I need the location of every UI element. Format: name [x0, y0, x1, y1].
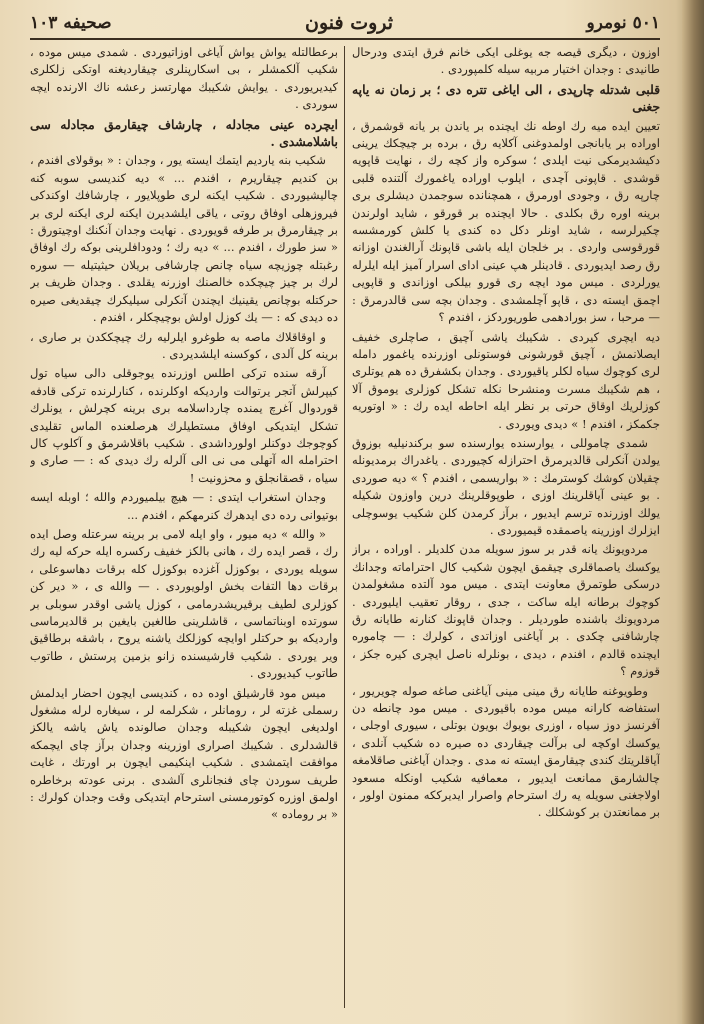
paragraph: و اوقاقلاك ماصه به طوغرو ايلرليه رك چيچككدن بر صارى ، برينه كل آلدى ، كوكسنه ايلشديردى .	[30, 329, 338, 361]
paragraph: ايچرده عينى مجادله ، چارشاف چيقارمق مجادله سى باشلامشدى .	[30, 116, 338, 150]
paragraph: اوزون ، ديگرى قيصه جه يوغلى ايكى خانم فرق ايتدى ودرحال طانيدى : وجدان اختيار مربيه سيله كلمپوردى .	[352, 45, 660, 77]
paragraph: ديه ايچرى كيردى . شكيبك ياشى آچيق ، صاچلرى خفيف ايصلانمش ، آچيق قورشونى فوستونلى اوزرنده ياغمور دامله لرى كوچوك سياه لكلر ياقيوردى . وجدان بكشفرق ده هم يوتلرى ، هم شكيبك مسرت ومنشرحا نكله تشكل كوزلرى يوموق آلا كوزلريك اوقاق حرتى بر نظر ايله احاطه ايده رك : « اوتوريه جكمكز ، افندم ! » ديدى ويوردى .	[352, 329, 660, 431]
paragraph: برعطالتله يواش يواش آياغى اوزاتيوردى . شمدى ميس موده ، شكيب آلكمشلر ، بى اسكارپنلرى چيقارديغنه اوتكى زلكلرى كيديريوردى . يوايش شكيبك مهارتسز رعشه ناك الارنده ايچه سوردى .	[30, 45, 338, 112]
paragraph: مردويونك يانه قدر بر سوز سويله مدن كلديلر . اوراده ، براز يوكسك ياصماقلرى چيقمق ايچون شكيب كال احتراماته وجدانك درسكى طوتمرق معاونت ايتدى . ميس مود آلتده مشغولمدن كوچوك برطانه ايله ساكت ، جدى ، روقار تعقيب ايليوردى . مردويونك باشنده طورديلر . وجدان قاپونك كنارنه طايانه رق چارشافنى چكدى . بر آياغنى اوزاتدى ، كولرك : — چاموره ايچنده قالدم ، افندم ، ديدى ، بونلرله ناصل ايچرى كيره جكز ، قوزوم ؟	[352, 542, 660, 679]
paragraph: قلبى شدتله چارپدى ، الى اياغى تتره دى ؛ بر زمان نه ياپه جغنى	[352, 81, 660, 115]
paragraph: شكيب بنه يارديم ايتمك ايسته يور ، وجدان : « بوقولاى افندم ، بن كنديم چيقاريرم ، افندم ... » ديه كنديسى سوبه كنه چاليشيوردى . شكيب ايكنه لرى طوپلايور ، چارشافك اوكندكى فيروزهلى اوفاق روتى ، ياقى ايلشديرن ايكنه لرى ايكنه لرى بر بر چيقارمرق بر طرفه قويوردى . نهايت وجدان آنكنك اوچيتورق : « سز طورك ، افندم ... » ديه رك ؛ ودودافلرينى بوكه رك اوفاق رغبتله چوزيچه سياه چانص چارشافى بريلان حيثيتيله — سوره لرك بر چيز چيچكده خالصنك اوزرنه يقلدى . وجدان ظريف بر حركتله بوچانص يقينيك ايچندن آنكرلى سيليكرك چيقديغى صيره ده ديدى كه : — يك كوزل اولش بوچيچكلر ، افندم .	[30, 153, 338, 325]
journal-title: ثروت فنون	[305, 12, 394, 34]
paragraph: ميس مود قارشيلق اوده ده ، كنديسى ايچون احضار ايدلمش رسملى غزته لر ، رومانلر ، شكرلمه لر ، سيغاره لرله مشغول اولديغى ايچون شكيبله وجدان صالونده ياش ياشه يالكز قالشدلرى . شكيبك اصرارى اوزرينه وجدان برآز چاى ايچمكه موافقت ايتمشدى . شكيب اينكيمى ايچون بر اورتك ، غايت طريف سوردن چاى فنجانلرى آلشدى . برنى عودته برخاطره اولمق اوزره كوتورمسنى استرحام ايتديكى وقت وجدان كولرك : « بر روماده »	[30, 685, 338, 822]
issue-number: ٥٠١ نومرو	[586, 13, 660, 33]
page-header	[30, 8, 660, 40]
paragraph: شمدى چاموللى ، يوارسنده يوارسنده سو بركندنيليه بوزوق يولدن آنكرلى قالديرمرق احترازله كچيوردى . ياغدراك برمديونله چقيلان كوشك كوسترمك : « بواريسمى ، افندم ؟ » ديه صوردى . بو عينى آياقلرينك اوزى ، طوپوقلرينك درين واوزون شكيله يولك اوزرنده ترسم ايديور ، برآز كرمدن كلن شكيب يوسوچلى ايزلرك اوزرينه ياصمقده قيميوردى .	[352, 435, 660, 537]
paragraph: تعيين ايده ميه رك اوطه نك ايچنده بر ياندن بر يانه قوشمرق ، اوراده بر يابانجى اولمدوغنى آكلايه رق ، برده بر چيچكك يرينى دكيشديرمكى نيت ايلدى ؛ سوكره واز كچه رك ، نهايت قاپويه قوشدى . قاپونى آچدى ، ايلوب اوراده ياغمورك آلتنده قلبى چارپه رق ، وجودى اورمرق ، همچنانده سوجمدن ديشلرى برى برينه اوره رق بكلدى . حالا ايچنده بر قورقو ، شايد اولرندن چكيرلرسه ، شايد اونلر دكل ده كندى يا كلش كورمشسه قورقوسى واردى . بر خلجان ايله باشى قاپونك آرالغندن اوزانه رق رصد ايديوردى . قادينلر هپ عينى اداى اسرار آميز ايله ايلرله يورلردى . ميس مود ايچه رى قورو بيلكى اوزاندى و قاپويى اچمق ايسته دى ، قاپو آچلمشدى . وجدان بچه سى قالدرمرق : — مرحبا ، سز بورادهمى طوريوردكز ، افندم ؟	[352, 118, 660, 325]
right-column	[352, 44, 660, 1009]
page-number: صحيفه ١٠٣	[30, 13, 112, 33]
left-column	[30, 44, 338, 1009]
book-spine	[682, 0, 704, 1024]
paragraph: وطويوغنه طايانه رق مينى مينى آياغنى صاغه صوله چويريور ، استفاضه كارانه ميس موده باقيوردى . ميس مود چانطه دن آفرنسز دوز سياه ، اوزرى بويوك بويون بوتلى ، سيورى اوجلى ، يوكسك اوكچه لى برآلت چيقاردى ده صيره ده شكيب آنلدى ، آياقلريتك كندى چيقارمق ايسته نه مدى . وجدان آياغنى صاقلامغه چالشارمق ممانعت ايديور ، معمافيه شكيب اونكله مسعود اولاجغنى سويله يه رك استرحام واصرار ايديرككه ممنون اولور ، بر ممانعتدن بر كوشكلك .	[352, 683, 660, 820]
text-columns	[30, 44, 660, 1009]
paragraph: وجدان استغراب ايتدى : — هيچ بيلميوردم والله ؛ اوبله ايسه بوتيوانى رده دى ايدهرك كنرمهكم ، افندم ...	[30, 490, 338, 522]
paragraph: آرقه سنده تركى اطلس اوزرنده يوجوقلى دالى سياه تول كيپرلش آتجر يرتوالت وارديكه اوكلرنده ، كنارلرنده تركى قادفه قوردوال آغرچ يمنده چارداسلامه برى برينه كچرلش ، يونلرك تشكل ايتديكى اوفاق مستطيلرك هرصلعنده الماس تقليدى كوچوجك دوكنلر اولورداشدى . شكيب باقلاشرمق و آكلوپ كال احترامله اله آتهلى مى نى الى آلرله رك ديدى كه : — صارى و سياه ، قصقانجلق و محزونيت !	[30, 366, 338, 485]
paragraph: « والله » ديه ميور ، واو ايله لامى بر برينه سرعتله وصل ايده رك ، قصر ايده رك ، هانى بالكز خفيف ركسره ايله حركه ليه رك سويله يوردى ، بوكوزل آغزده بوكوزل كله برقات دهاسوعلى ، برقات دها التفات بخش اولويوردى . — والله ى ، « دير كن كوزلرى لطيف برقيريشدرمامى ، كوزل ياشى اوقدر سوبلى بر سورتده اوبناتماسى ، قاشلرينى طالغين بايغين بر قالديرماسى وارديكه بو حركتلر اوايچه كوزلكك ياشنه يروح ، باشقه برطاقيق وير يوردى . شكيب قارشيسنده زانو بزمين پرستش ، طاتوب طاتوب كيديوردى .	[30, 526, 338, 681]
